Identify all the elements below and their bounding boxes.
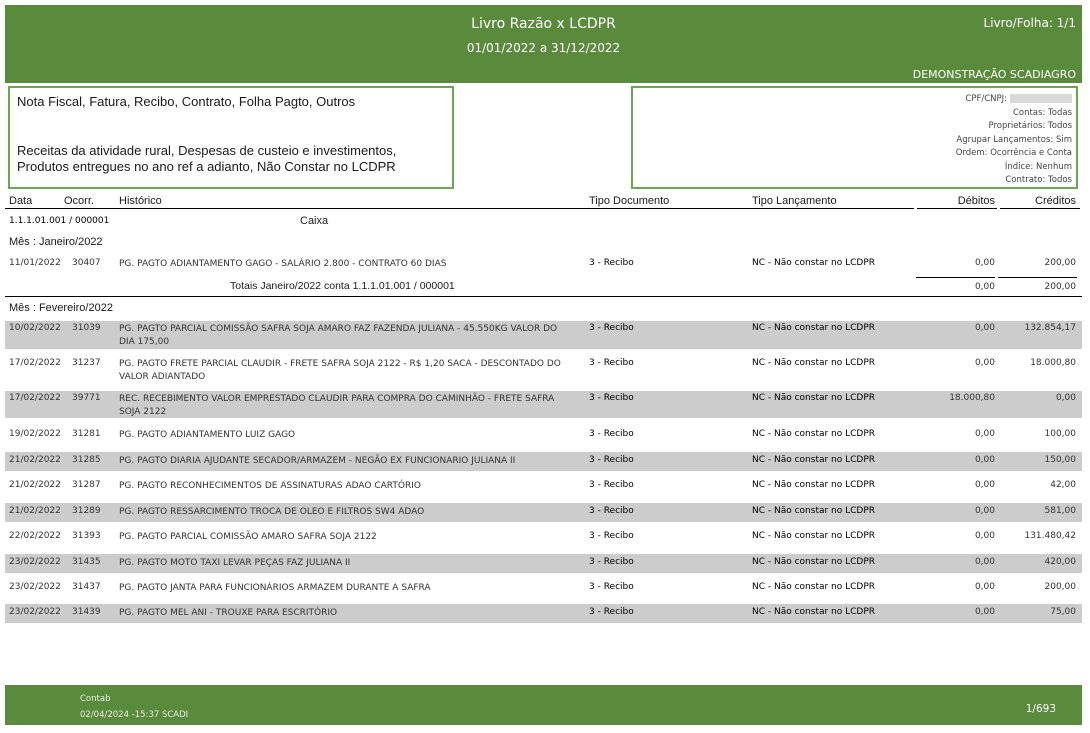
entry-debit: 0,00 — [974, 506, 995, 516]
entry-date: 23/02/2022 — [9, 557, 61, 567]
col-creditos: Créditos — [1035, 195, 1076, 207]
col-ocorr: Ocorr. — [64, 195, 94, 207]
ordem-param: Ordem: Ocorrência e Conta — [955, 148, 1072, 158]
totals-rule — [998, 277, 1077, 278]
entry-credit: 75,00 — [1050, 607, 1076, 617]
header-rule — [917, 208, 997, 209]
col-historico: Histórico — [119, 195, 162, 207]
entry-occurrence: 31437 — [72, 582, 101, 592]
entry-credit: 150,00 — [1044, 455, 1076, 465]
entry-document-type: 3 - Recibo — [589, 582, 634, 592]
entry-document-type: 3 - Recibo — [589, 323, 634, 333]
document-types: Nota Fiscal, Fatura, Recibo, Contrato, Folha Pagto, Outros — [17, 94, 356, 109]
totals-rule — [916, 277, 995, 278]
report-footer — [5, 685, 1082, 725]
section-separator — [5, 296, 1082, 297]
entry-document-type: 3 - Recibo — [589, 258, 634, 268]
cpf-cnpj-label: CPF/CNPJ: — [965, 94, 1007, 104]
entry-date: 17/02/2022 — [9, 393, 61, 403]
entry-history: PG. PAGTO MOTO TAXI LEVAR PEÇAS FAZ JULIANA II — [119, 558, 351, 568]
entry-categories-line-2: Produtos entregues no ano ref a adianto, Não Constar no LCDPR — [17, 159, 396, 174]
table-row — [5, 579, 1082, 597]
contrato-param: Contrato: Todos — [1005, 175, 1072, 185]
entry-occurrence: 31439 — [72, 607, 101, 617]
entry-debit: 0,00 — [974, 557, 995, 567]
entry-history: PG. PAGTO DIARIA AJUDANTE SECADOR/ARMAZEM - NEGÃO EX FUNCIONARIO JULIANA II — [119, 456, 516, 466]
entry-debit: 0,00 — [974, 258, 995, 268]
table-row — [5, 554, 1082, 573]
report-parameters-box — [631, 86, 1078, 189]
contas-param: Contas: Todas — [1012, 107, 1072, 118]
month-label-february: Mês : Fevereiro/2022 — [9, 302, 113, 314]
cpf-cnpj-param — [965, 94, 1072, 104]
proprietarios-param: Proprietários: Todos — [988, 121, 1072, 131]
table-row — [5, 477, 1082, 495]
entry-document-type: 3 - Recibo — [589, 393, 634, 403]
entry-launch-type: NC - Não constar no LCDPR — [752, 323, 876, 333]
header-rule — [5, 208, 914, 209]
account-code: 1.1.1.01.001 / 000001 — [9, 216, 110, 226]
entry-launch-type: NC - Não constar no LCDPR — [752, 358, 876, 368]
document-filters-box — [8, 86, 454, 189]
footer-timestamp: 02/04/2024 -15:37 SCADI — [80, 710, 189, 720]
entry-launch-type: NC - Não constar no LCDPR — [752, 429, 876, 439]
entry-date: 23/02/2022 — [9, 607, 61, 617]
col-debitos: Débitos — [957, 195, 995, 207]
entry-credit: 18.000,80 — [1030, 358, 1076, 368]
col-data: Data — [9, 195, 33, 207]
entry-document-type: 3 - Recibo — [589, 607, 634, 617]
table-row — [5, 391, 1082, 418]
entry-launch-type: NC - Não constar no LCDPR — [752, 506, 876, 516]
table-row — [5, 528, 1082, 546]
entry-date: 10/02/2022 — [9, 323, 61, 333]
entry-credit: 100,00 — [1044, 429, 1076, 439]
entry-credit: 200,00 — [1044, 258, 1076, 268]
entry-credit: 132.854,17 — [1024, 323, 1076, 333]
entry-occurrence: 31435 — [72, 557, 101, 567]
company-name: DEMONSTRAÇÃO SCADIAGRO — [912, 68, 1076, 81]
entry-launch-type: NC - Não constar no LCDPR — [752, 557, 876, 567]
entry-document-type: 3 - Recibo — [589, 429, 634, 439]
entry-date: 21/02/2022 — [9, 455, 61, 465]
entry-debit: 18.000,80 — [949, 393, 995, 403]
footer-module: Contab — [80, 694, 111, 704]
report-period: 01/01/2022 a 31/12/2022 — [466, 41, 621, 55]
entry-document-type: 3 - Recibo — [589, 557, 634, 567]
entry-occurrence: 31393 — [72, 531, 101, 541]
entry-categories-line-1: Receitas da atividade rural, Despesas de custeio e investimentos, — [17, 143, 397, 158]
report-header — [5, 5, 1082, 83]
entry-history: PG. PAGTO JANTA PARA FUNCIONÁRIOS ARMAZEM DURANTE A SAFRA — [119, 583, 431, 593]
month-label-january: Mês : Janeiro/2022 — [9, 236, 103, 248]
entry-occurrence: 31039 — [72, 323, 101, 333]
entry-credit: 420,00 — [1044, 557, 1076, 567]
entry-history: REC. RECEBIMENTO VALOR EMPRESTADO CLAUDIR PARA COMPRA DO CAMINHÃO - FRETE SAFRA SOJA 2122 — [119, 394, 555, 417]
january-totals-debit: 0,00 — [974, 282, 995, 292]
redacted-value — [1010, 94, 1072, 103]
entry-credit: 0,00 — [1055, 393, 1076, 403]
table-row — [5, 321, 1082, 349]
entry-history: PG. PAGTO RESSARCIMENTO TROCA DE OLEO E FILTROS SW4 ADAO — [119, 507, 425, 517]
col-tipo-documento: Tipo Documento — [589, 195, 670, 207]
page-counter: 1/693 — [1025, 703, 1056, 715]
entry-document-type: 3 - Recibo — [589, 455, 634, 465]
agrupar-param: Agrupar Lançamentos: Sim — [956, 134, 1072, 145]
entry-launch-type: NC - Não constar no LCDPR — [752, 393, 876, 403]
entry-occurrence: 31281 — [72, 429, 101, 439]
entry-launch-type: NC - Não constar no LCDPR — [752, 480, 876, 490]
entry-launch-type: NC - Não constar no LCDPR — [752, 607, 876, 617]
entry-occurrence: 31287 — [72, 480, 101, 490]
entry-debit: 0,00 — [974, 429, 995, 439]
col-tipo-lancamento: Tipo Lançamento — [752, 195, 837, 207]
entry-debit: 0,00 — [974, 358, 995, 368]
entry-debit: 0,00 — [974, 480, 995, 490]
account-name: Caixa — [300, 215, 329, 227]
entry-history: PG. PAGTO MEL ANI - TROUXE PARA ESCRITÓRIO — [119, 608, 338, 618]
table-row — [5, 426, 1082, 444]
entry-occurrence: 31237 — [72, 358, 101, 368]
entry-debit: 0,00 — [974, 531, 995, 541]
entry-occurrence: 31285 — [72, 455, 101, 465]
entry-history: PG. PAGTO PARCIAL COMISSÃO SAFRA SOJA AMARO FAZ FAZENDA JULIANA - 45.550KG VALOR DO DIA 175,00 — [119, 324, 558, 347]
entry-credit: 200,00 — [1044, 582, 1076, 592]
entry-launch-type: NC - Não constar no LCDPR — [752, 582, 876, 592]
indice-param: Índice: Nenhum — [1004, 161, 1072, 172]
entry-launch-type: NC - Não constar no LCDPR — [752, 455, 876, 465]
folio-label: Livro/Folha: 1/1 — [983, 16, 1076, 30]
entry-date: 11/01/2022 — [9, 258, 61, 268]
entry-date: 23/02/2022 — [9, 582, 61, 592]
entry-occurrence: 39771 — [72, 393, 101, 403]
entry-launch-type: NC - Não constar no LCDPR — [752, 531, 876, 541]
table-row — [5, 503, 1082, 522]
entry-document-type: 3 - Recibo — [589, 531, 634, 541]
entry-history: PG. PAGTO PARCIAL COMISSÃO AMARO SAFRA SOJA 2122 — [119, 532, 377, 542]
table-row — [5, 604, 1082, 623]
entry-date: 17/02/2022 — [9, 358, 61, 368]
entry-document-type: 3 - Recibo — [589, 506, 634, 516]
entry-history: PG. PAGTO ADIANTAMENTO GAGO - SALÁRIO 2.800 - CONTRATO 60 DIAS — [119, 259, 447, 269]
entry-document-type: 3 - Recibo — [589, 480, 634, 490]
entry-history: PG. PAGTO RECONHECIMENTOS DE ASSINATURAS ADAO CARTÓRIO — [119, 481, 421, 491]
entry-credit: 131.480,42 — [1024, 531, 1076, 541]
entry-debit: 0,00 — [974, 455, 995, 465]
entry-date: 21/02/2022 — [9, 506, 61, 516]
entry-history: PG. PAGTO ADIANTAMENTO LUIZ GAGO — [119, 430, 296, 440]
january-totals-credit: 200,00 — [1044, 282, 1076, 292]
entry-date: 19/02/2022 — [9, 429, 61, 439]
entry-date: 22/02/2022 — [9, 531, 61, 541]
entry-debit: 0,00 — [974, 582, 995, 592]
entry-occurrence: 31289 — [72, 506, 101, 516]
table-row — [5, 452, 1082, 471]
entry-document-type: 3 - Recibo — [589, 358, 634, 368]
header-rule — [1000, 208, 1080, 209]
entry-history: PG. PAGTO FRETE PARCIAL CLAUDIR - FRETE SAFRA SOJA 2122 - R$ 1,20 SACA - DESCONTADO DO VALOR ADIANTADO — [119, 359, 561, 382]
report-title: Livro Razão x LCDPR — [471, 16, 616, 32]
entry-credit: 42,00 — [1050, 480, 1076, 490]
entry-debit: 0,00 — [974, 607, 995, 617]
january-totals-label: Totais Janeiro/2022 conta 1.1.1.01.001 / 000001 — [230, 280, 455, 292]
entry-credit: 581,00 — [1044, 506, 1076, 516]
entry-occurrence: 30407 — [72, 258, 101, 268]
entry-date: 21/02/2022 — [9, 480, 61, 490]
entry-debit: 0,00 — [974, 323, 995, 333]
table-row — [5, 255, 1082, 273]
entry-launch-type: NC - Não constar no LCDPR — [752, 258, 876, 268]
table-row — [5, 356, 1082, 384]
